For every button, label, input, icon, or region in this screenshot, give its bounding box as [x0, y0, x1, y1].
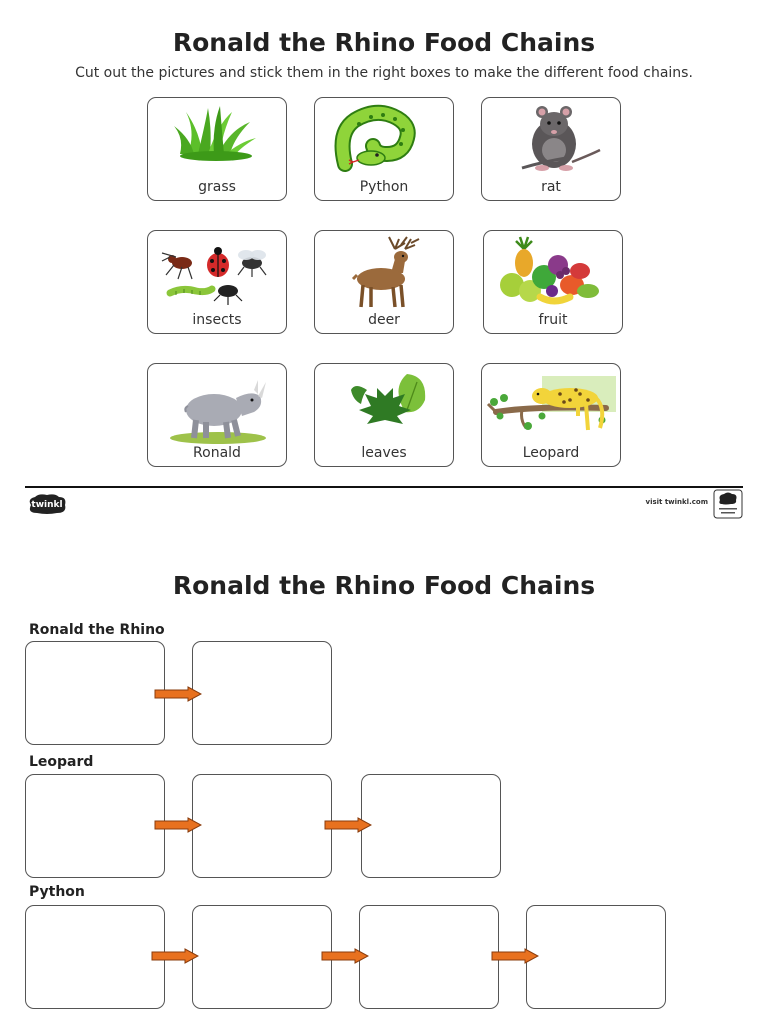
- picture-card-leopard[interactable]: [481, 363, 621, 467]
- grass-icon: [148, 102, 287, 178]
- visit-link[interactable]: visit twinkl.com: [645, 498, 708, 506]
- arrow-right-icon: [491, 948, 539, 964]
- leopard-icon: [482, 368, 621, 444]
- card-label: deer: [368, 312, 400, 328]
- insects-icon: [148, 235, 287, 311]
- card-label: leaves: [361, 445, 407, 461]
- drop-box[interactable]: [25, 641, 165, 745]
- chain-label-python: Python: [29, 884, 85, 900]
- rhino-icon: [148, 368, 287, 444]
- arrow-right-icon: [151, 948, 199, 964]
- drop-box[interactable]: [192, 905, 332, 1009]
- picture-card-insects[interactable]: [147, 230, 287, 334]
- rat-icon: [482, 102, 621, 178]
- picture-card-grass[interactable]: [147, 97, 287, 201]
- picture-card-ronald[interactable]: [147, 363, 287, 467]
- logo-text: twinkl: [31, 500, 63, 510]
- card-label: insects: [192, 312, 242, 328]
- deer-icon: [315, 235, 454, 311]
- fruit-icon: [484, 235, 623, 311]
- drop-box[interactable]: [526, 905, 666, 1009]
- drop-box[interactable]: [25, 774, 165, 878]
- card-label: grass: [198, 179, 236, 195]
- chain-label-ronald: Ronald the Rhino: [29, 622, 165, 638]
- card-label: fruit: [538, 312, 568, 328]
- quality-badge-icon: [713, 489, 743, 519]
- chain-label-leopard: Leopard: [29, 754, 94, 770]
- drop-box[interactable]: [361, 774, 501, 878]
- picture-card-fruit[interactable]: [483, 230, 623, 334]
- drop-box[interactable]: [25, 905, 165, 1009]
- picture-card-deer[interactable]: [314, 230, 454, 334]
- drop-box[interactable]: [359, 905, 499, 1009]
- arrow-right-icon: [154, 817, 202, 833]
- twinkl-logo[interactable]: [25, 493, 69, 515]
- card-label: Python: [359, 179, 409, 195]
- picture-card-python[interactable]: [314, 97, 454, 201]
- arrow-right-icon: [154, 686, 202, 702]
- footer-divider: [25, 486, 743, 488]
- picture-card-leaves[interactable]: [314, 363, 454, 467]
- card-label: rat: [541, 179, 561, 195]
- drop-box[interactable]: [192, 641, 332, 745]
- snake-icon: [315, 102, 454, 178]
- arrow-right-icon: [321, 948, 369, 964]
- card-label: Ronald: [193, 445, 241, 461]
- picture-card-rat[interactable]: [481, 97, 621, 201]
- page-title: Ronald the Rhino Food Chains: [172, 28, 596, 57]
- instructions-text: Cut out the pictures and stick them in the right boxes to make the different food chains.: [75, 65, 693, 81]
- drop-box[interactable]: [192, 774, 332, 878]
- leaves-icon: [315, 368, 454, 444]
- card-label: Leopard: [522, 445, 580, 461]
- arrow-right-icon: [324, 817, 372, 833]
- page-title-2: Ronald the Rhino Food Chains: [172, 571, 596, 600]
